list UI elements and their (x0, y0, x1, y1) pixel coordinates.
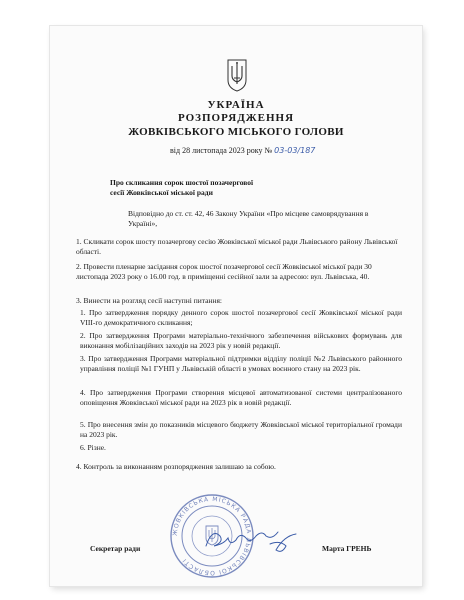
list-item-1: 1. Скликати сорок шосту позачергову сесію Жовківської міської ради Львівського району Львівської області. (76, 237, 398, 256)
sub-item-3: 3. Про затвердження Програми матеріальної підтримки відділу поліції №2 Львівського районного управління поліції №1 ГУНП у Львівській області в умовах воєнного стану на 2023 рік. (80, 354, 402, 373)
subject-line-2: сесії Жовківської міської ради (110, 187, 213, 197)
sub-item-2: 2. Про затвердження Програми матеріально-технічного забезпечення військових формувань для виконання мобілізаційних заходів на 2023 рік у новій редакції. (80, 331, 402, 350)
sub-item-4: 4. Про затвердження Програми створення місцевої автоматизованої системи централізованого оповіщення Жовківської міської ради на 2023 рік в новій редакції. (80, 388, 402, 407)
handwritten-signature-icon (200, 522, 310, 556)
intro-paragraph: Відповідно до ст. ст. 42, 46 Закону України «Про місцеве самоврядування в Україні», (128, 209, 369, 228)
trident-emblem-icon (226, 58, 248, 92)
list-item-4: 4. Контроль за виконанням розпорядження залишаю за собою. (76, 462, 276, 471)
document-number: 03-03/187 (274, 146, 316, 155)
date-text: від 28 листопада 2023 року № (170, 146, 273, 155)
signatory-name: Марта ГРЕНЬ (322, 544, 372, 553)
subject-line-1: Про скликання сорок шостої позачергової (110, 178, 254, 187)
signature-title: Секретар ради (90, 544, 141, 553)
date-line (170, 146, 315, 155)
document-page (50, 26, 422, 586)
list-item-3: 3. Винести на розгляд сесії наступні питання: (76, 296, 222, 305)
svg-text:ЖОВКІВСЬКА МІСЬКА РАДА ЛЬВІВСЬ: ЖОВКІВСЬКА МІСЬКА РАДА ЛЬВІВСЬКОЇ ОБЛАСТІ (171, 495, 253, 577)
sub-item-6: 6. Різне. (80, 443, 106, 452)
sub-item-1: 1. Про затвердження порядку денного сорок шостої позачергової сесії Жовківської міської ради VIII-го демократичного скликання; (80, 308, 402, 327)
header-issuer: ЖОВКІВСЬКОГО МІСЬКОГО ГОЛОВИ (128, 126, 344, 138)
list-item-2: 2. Провести пленарне засідання сорок шостої позачергової сесії Жовківської міської ради 30 листопада 2023 року о 16.00 год. в приміщенні сесійної зали за адресою: вул. Львівська, 40. (76, 262, 372, 281)
header-doc-type: РОЗПОРЯДЖЕННЯ (177, 112, 295, 124)
header-country: УКРАЇНА (207, 99, 265, 111)
sub-item-5: 5. Про внесення змін до показників місцевого бюджету Жовківської міської територіальної громади на 2023 рік. (80, 420, 402, 439)
subject (110, 178, 310, 197)
